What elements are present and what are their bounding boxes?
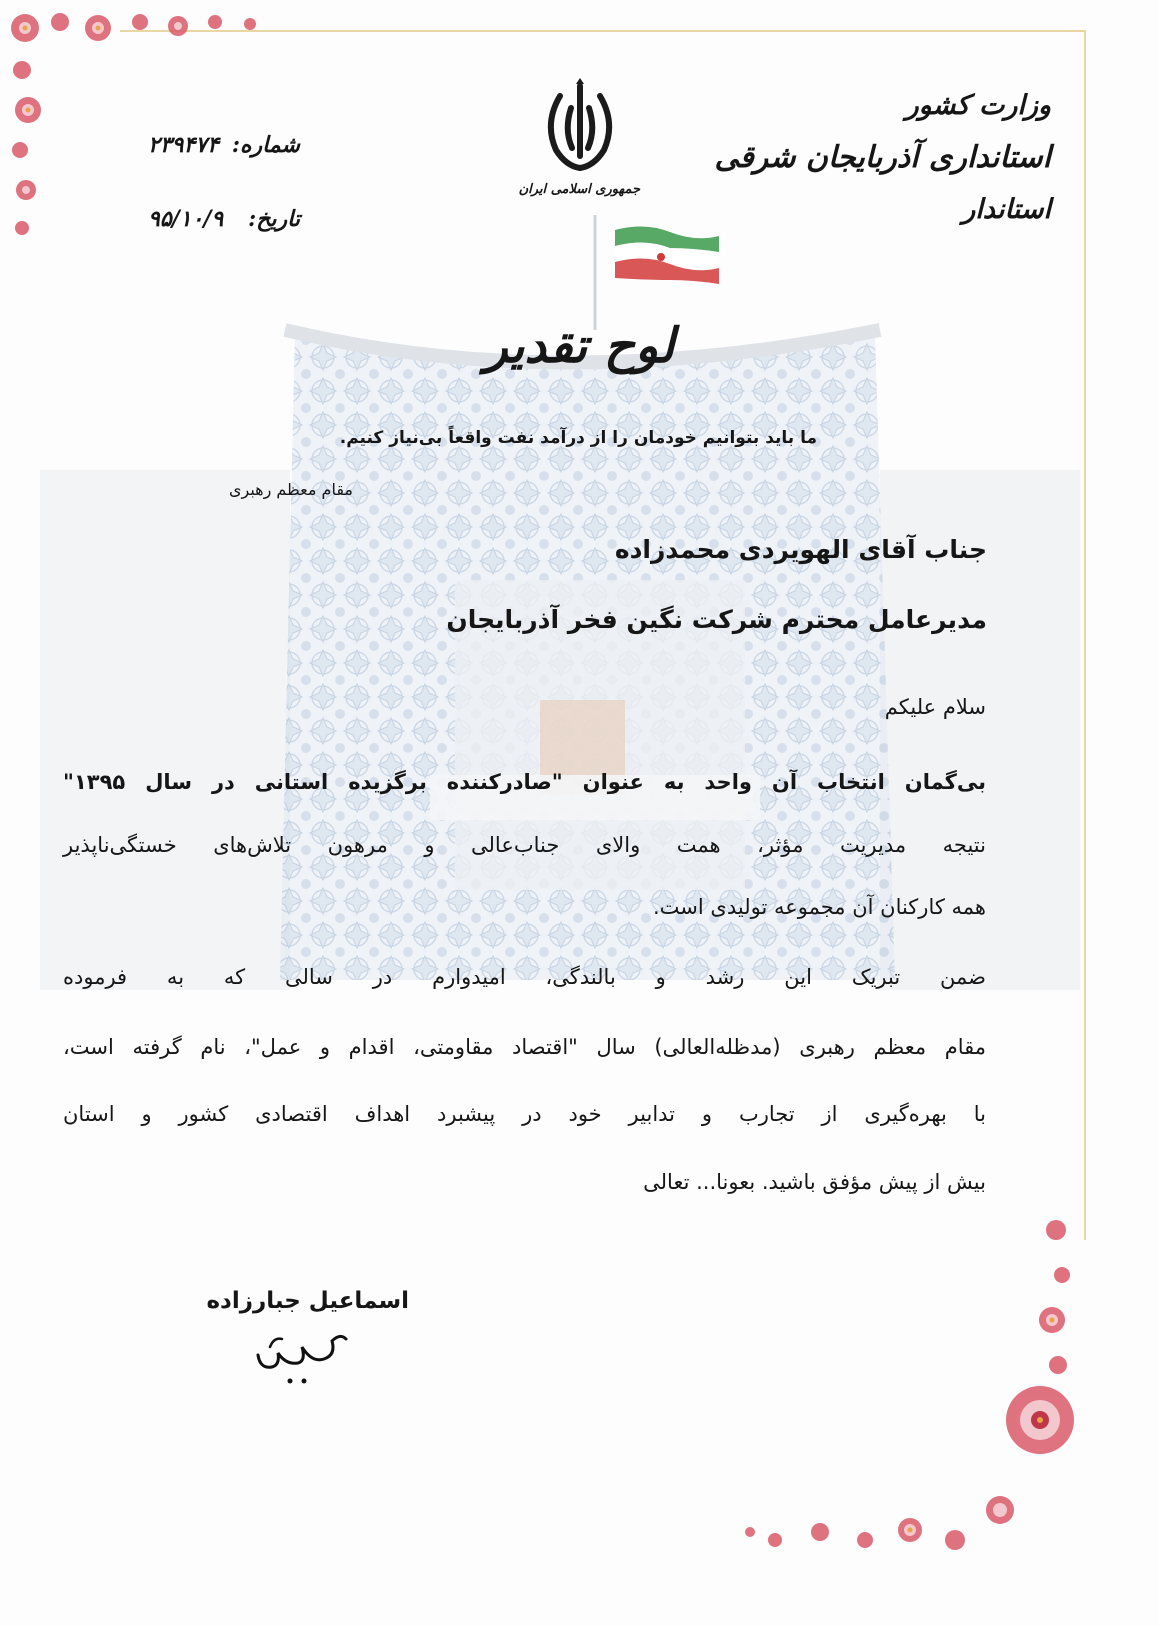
date-value: ۹۵/۱۰/۹ [148, 206, 224, 232]
number-label: شماره: [231, 132, 300, 158]
recipient-title: مدیرعامل محترم شرکت نگین فخر آذربایجان [446, 605, 987, 634]
certificate-title: لوح تقدیر [484, 318, 675, 374]
republic-caption: جمهوری اسلامی ایران [518, 182, 640, 197]
body-line-5: مقام معظم رهبری (مدظله‌العالی) سال "اقتصاد مقاومتی، اقدام و عمل"، نام گرفته است، [63, 1035, 986, 1059]
body-line-4: ضمن تبریک این رشد و بالندگی، امیدوارم در سالی که به فرموده [63, 965, 986, 989]
frame-right-line [1084, 30, 1086, 1240]
ministry-line-1: وزارت کشور [905, 90, 1051, 121]
body-line-1: بی‌گمان انتخاب آن واحد به عنوان "صادرکننده برگزیده استانی در سال ۱۳۹۵" [63, 770, 986, 794]
date-row [148, 182, 300, 256]
leader-quote: ما باید بتوانیم خودمان را از درآمد نفت واقعاً بی‌نیاز کنیم. [339, 428, 817, 448]
handwritten-signature [250, 1325, 350, 1390]
body-line-3: همه کارکنان آن مجموعه تولیدی است. [653, 895, 986, 919]
quote-source: مقام معظم رهبری [228, 480, 353, 499]
greeting: سلام علیکم [884, 695, 986, 719]
ministry-line-2: استانداری آذربایجان شرقی [714, 140, 1051, 175]
iran-emblem-icon [540, 78, 620, 178]
number-value: ۲۳۹۴۷۴ [148, 132, 219, 158]
body-line-7: بیش از پیش مؤفق باشید. بعونا... تعالی [643, 1170, 986, 1194]
number-row [148, 108, 300, 182]
iran-flag-icon [615, 222, 719, 294]
signer-name: اسماعیل جبارزاده [206, 1288, 409, 1314]
body-line-2: نتیجه مدیریت مؤثر، همت والای جناب‌عالی و مرهون تلاش‌های خستگی‌ناپذیر [63, 833, 986, 857]
body-line-6: با بهره‌گیری از تجارب و تدابیر خود در پیشبرد اهداف اقتصادی کشور و استان [63, 1102, 986, 1126]
ministry-line-3: استاندار [962, 194, 1051, 225]
ministry-header [714, 80, 1051, 236]
recipient-name: جناب آقای الهویردی محمدزاده [614, 535, 987, 564]
date-label: تاریخ: [248, 206, 300, 232]
floral-corner-ornament-bottom-right [740, 1210, 1159, 1626]
reference-meta [148, 108, 300, 256]
